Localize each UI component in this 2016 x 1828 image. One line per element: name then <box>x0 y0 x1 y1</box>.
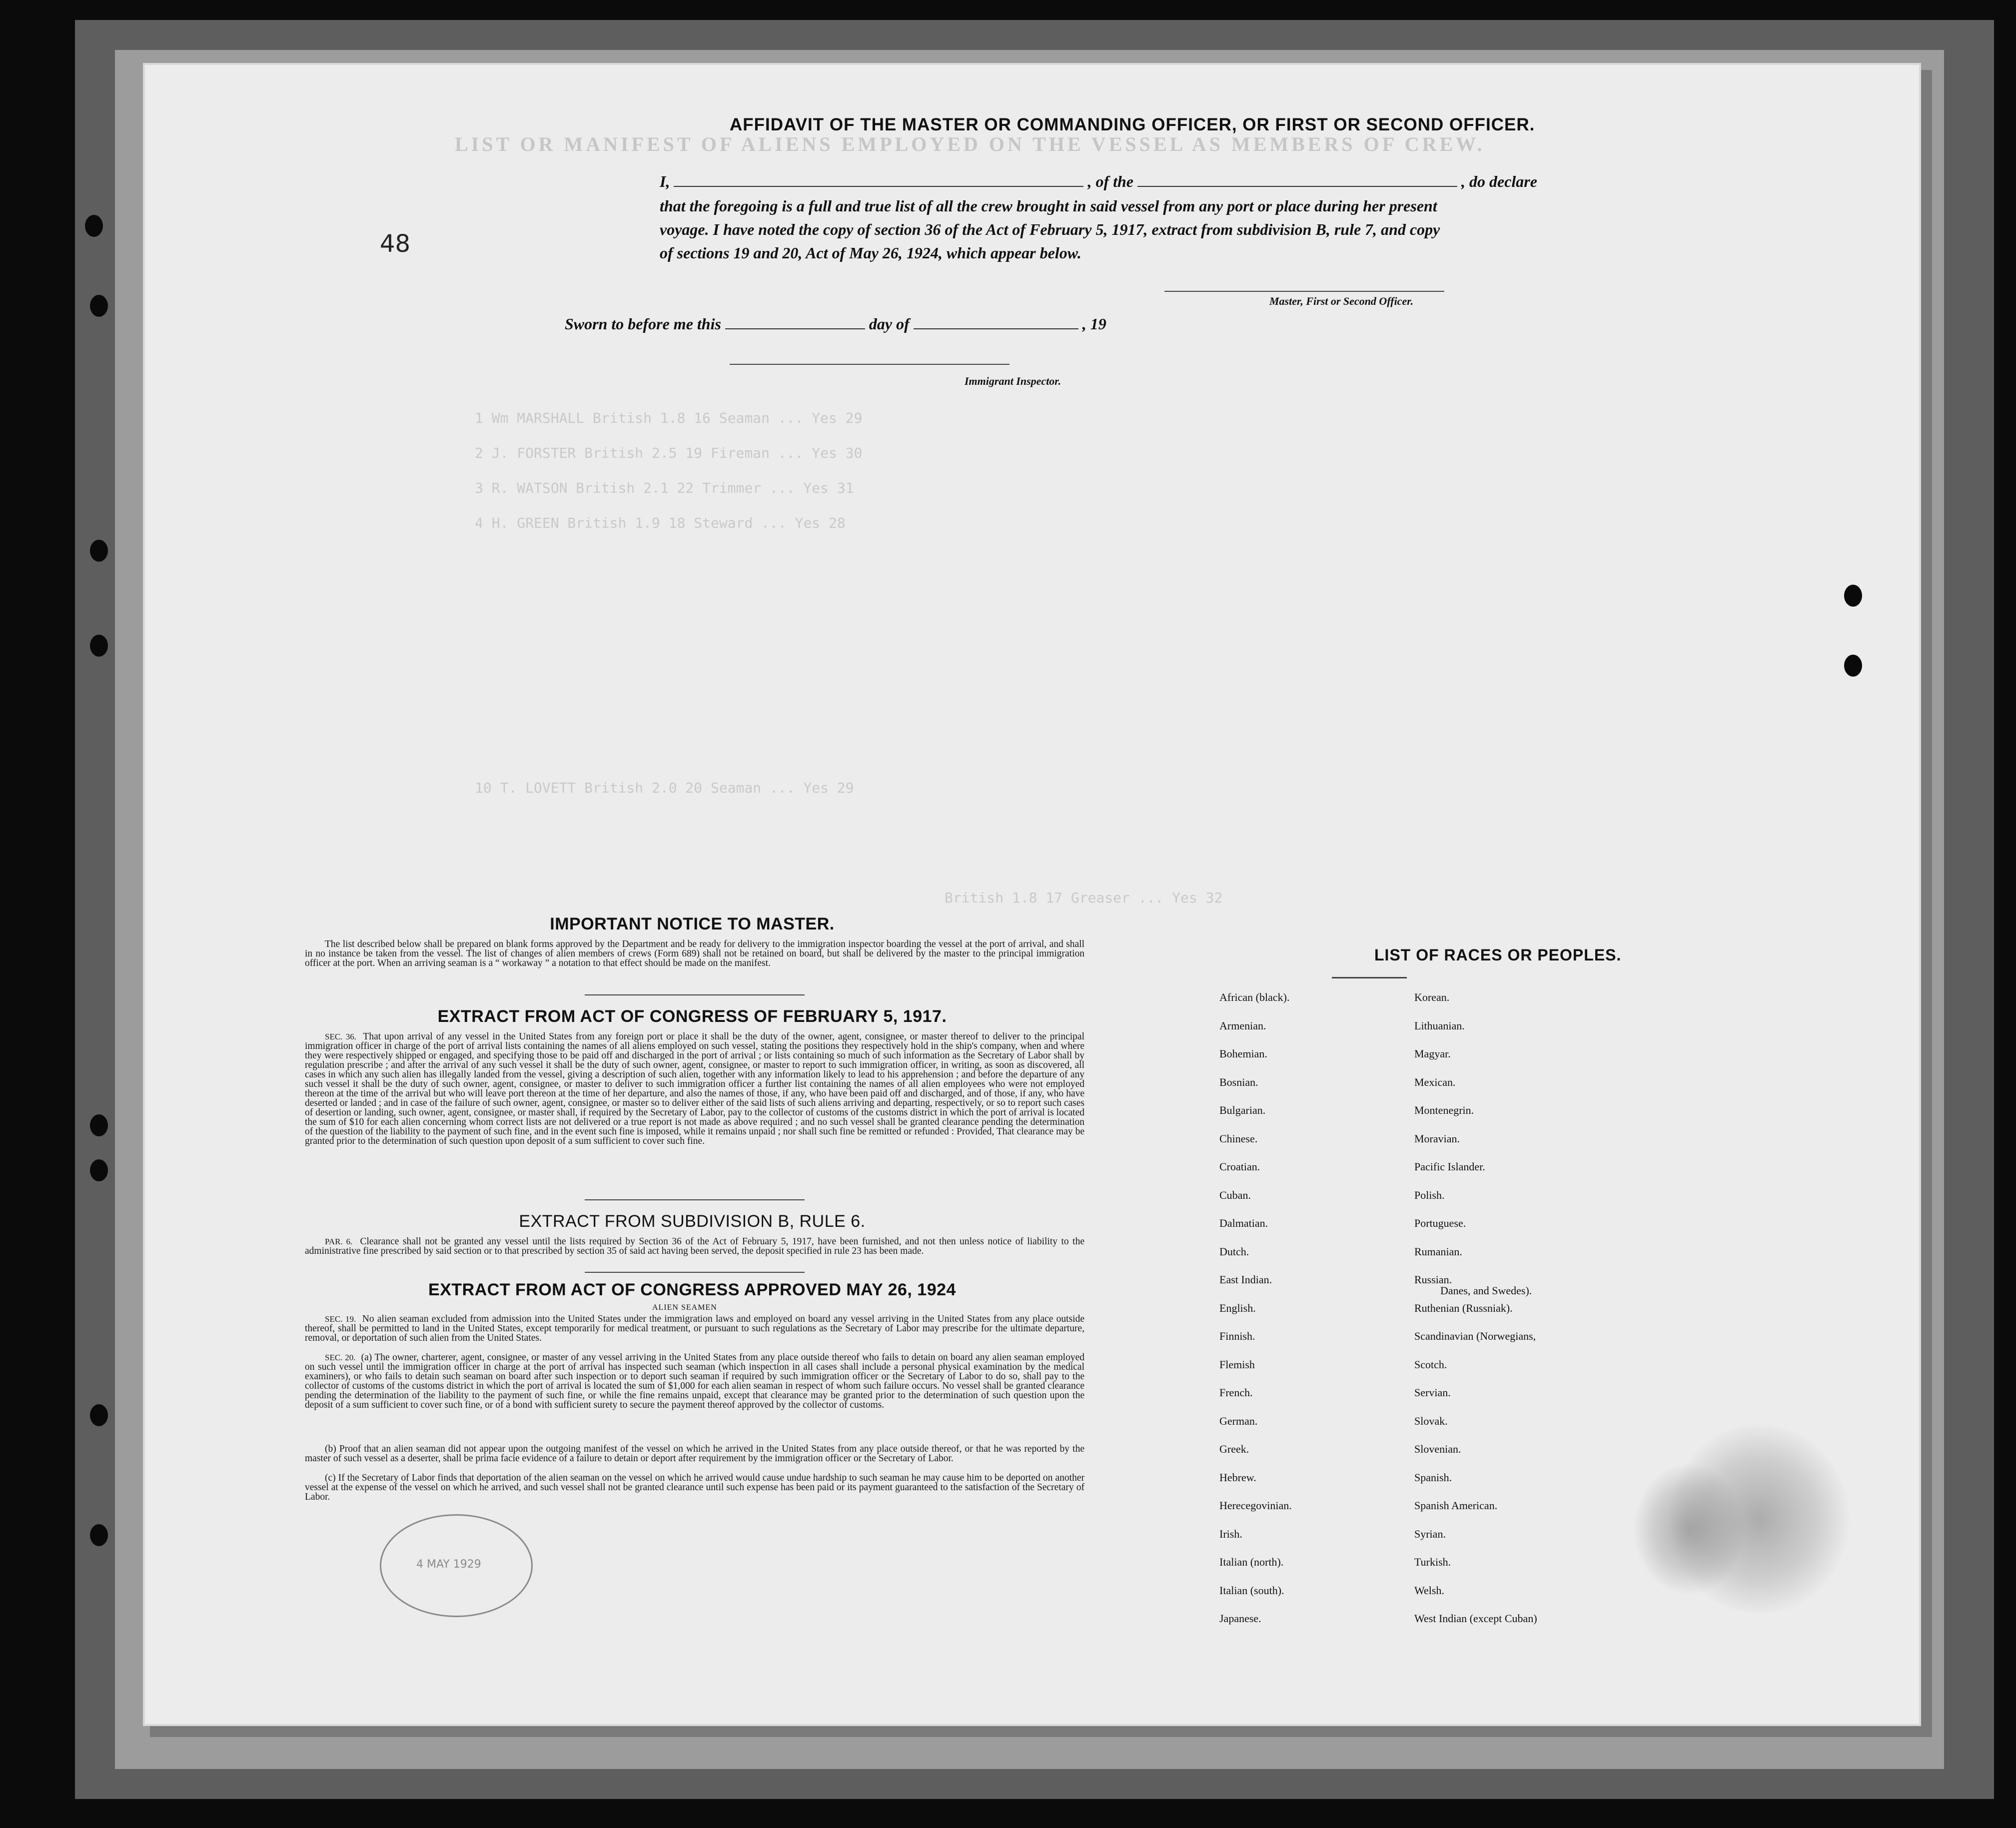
punch-hole <box>1844 655 1862 677</box>
sec-19-label: SEC. 19. <box>325 1314 356 1324</box>
master-signature-line <box>1164 291 1444 292</box>
punch-hole <box>90 1404 108 1426</box>
race-item: Mexican. <box>1414 1076 1456 1088</box>
race-item: Scotch. <box>1414 1358 1447 1371</box>
punch-hole <box>85 215 103 237</box>
race-item: Bulgarian. <box>1219 1104 1266 1116</box>
sec-20b-text: (b) Proof that an alien seaman did not appear upon the outgoing manifest of the vessel on which he arrived in the United States from any place outside thereof, or that he was reported by the master of such vessel as a deserter, shall be prima facie evidence of a failure to detain or deport after requirement by the immigration officer or the Secretary of Labor. <box>305 1444 1084 1464</box>
punch-hole <box>90 295 108 317</box>
punch-hole <box>90 1114 108 1136</box>
year-label: , 19 <box>1082 315 1106 333</box>
race-item: Herecegovinian. <box>1219 1499 1292 1512</box>
race-item: Flemish <box>1219 1358 1255 1371</box>
sec-20-label: SEC. 20. <box>325 1353 356 1362</box>
race-item: Spanish American. <box>1414 1499 1498 1512</box>
race-item: English. <box>1219 1302 1256 1314</box>
sworn-month-blank <box>914 315 1078 329</box>
affidavit-i-label: I, <box>660 172 670 190</box>
race-item: Scandinavian (Norwegians, <box>1414 1330 1536 1342</box>
alien-seamen-subtitle: ALIEN SEAMEN <box>652 1303 717 1312</box>
sec-36-label: SEC. 36. <box>325 1032 356 1041</box>
race-item: Japanese. <box>1219 1612 1261 1625</box>
race-item: Cuban. <box>1219 1189 1251 1201</box>
race-item: German. <box>1219 1415 1258 1427</box>
race-item: Bohemian. <box>1219 1047 1267 1060</box>
race-item: Irish. <box>1219 1528 1242 1540</box>
race-item: Montenegrin. <box>1414 1104 1474 1116</box>
affidavit-of-label: , of the <box>1087 172 1133 190</box>
race-item: French. <box>1219 1386 1253 1399</box>
race-item: West Indian (except Cuban) <box>1414 1612 1537 1625</box>
race-item: Pacific Islander. <box>1414 1160 1485 1173</box>
section-divider <box>585 994 805 995</box>
bleed-through-row: 1 Wm MARSHALL British 1.8 16 Seaman ... Yes 29 <box>475 410 863 426</box>
extract-1917-title: EXTRACT FROM ACT OF CONGRESS OF FEBRUARY 5, 1917. <box>437 1007 947 1026</box>
race-item: Slovenian. <box>1414 1443 1461 1455</box>
sec-20a-body: (a) The owner, charterer, agent, consignee, or master of any vessel arriving in the United States from any place outside thereof who fails to detain on board any alien seaman employed on such vessel until the immigration officer in charge at the port of arrival has inspected such seaman (which inspection in all cases shall include a personal physical examination by the medical examiners), or who fails to detain such seaman on board after such inspection or to deport such seaman if required by such immigration officer or the Secretary of Labor to do so, shall pay to the collector of customs of the customs district in which the port of arrival is located the sum of $1,000 for each alien seaman in respect of whom such failure occurs. No vessel shall be granted clearance pending the determination of the liability to the payment of such fine, or while the fine remains unpaid, except that clearance may be granted prior to the determination of such question upon the deposit of a sum sufficient to cover such fine, or of a bond with sufficient surety to secure the payment thereof approved by the collector of customs. <box>305 1352 1085 1410</box>
race-item: Slovak. <box>1414 1415 1448 1427</box>
affidavit-declare-label: , do declare <box>1461 172 1537 190</box>
bleed-through-row: 4 H. GREEN British 1.9 18 Steward ... Yes 28 <box>475 515 846 531</box>
inspector-label: Immigrant Inspector. <box>965 375 1061 387</box>
vessel-name-blank <box>1137 173 1457 187</box>
race-item: Chinese. <box>1219 1132 1258 1145</box>
race-item: Magyar. <box>1414 1047 1451 1060</box>
race-item: Lithuanian. <box>1414 1019 1465 1032</box>
notice-text: The list described below shall be prepared on blank forms approved by the Department and be ready for delivery to the immigration inspector boarding the vessel at the port of arrival, and shall in no instance be taken from the vessel. The list of changes of alien members of crews (Form 689) shall not be retained on board, but shall be delivered by the master to the principal immigration officer at the port. When an arriving seaman is a “ workaway ” a notation to that effect should be made on the manifest. <box>305 939 1084 968</box>
punch-hole <box>90 635 108 657</box>
race-item: Polish. <box>1414 1189 1445 1201</box>
race-item: Hebrew. <box>1219 1471 1256 1484</box>
notice-title: IMPORTANT NOTICE TO MASTER. <box>550 914 835 933</box>
races-title: LIST OF RACES OR PEOPLES. <box>1374 946 1622 964</box>
bleed-through-row: 3 R. WATSON British 2.1 22 Trimmer ... Yes 31 <box>475 480 854 496</box>
sec-36-body: That upon arrival of any vessel in the United States from any foreign port or place it shall be the duty of the owner, agent, consignee, or master thereof to deliver to the principal immigration officer in charge of the port of arrival lists containing the names of all aliens employed on such vessel, stating the positions they respectively hold in the ship's company, when and where they were respectively shipped or engaged, and specifying those to be paid off and discharged in the port of arrival ; or lists containing so much of such information as the Secretary of Labor shall by regulation prescribe ; and after the arrival of any such vessel it shall be the duty of such owner, agent, consignee, or master to report to such immigration officer, in writing, as soon as discovered, all cases in which any such alien has illegally landed from the vessel, giving a description of such alien, together with any information likely to lead to his apprehension ; and before the departure of any such vessel it shall be the duty of such owner, agent, consignee, or master to deliver to such immigration officer a further list containing the names of all alien employees who were not employed thereon at the time of the arrival but who will leave port thereon at the time of her departure, and also the names of those, if any, who have been paid off and discharged, and of those, if any, who have deserted or landed ; and in case of the failure of such owner, agent, consignee, or master so to deliver either of the said lists of such aliens arriving and departing, respectively, or so to report such cases of desertion or landing, such owner, agent, consignee, or master shall, if required by the Secretary of Labor, pay to the collector of customs of the customs district in which the port of arrival is located the sum of $10 for each alien concerning whom correct lists are not delivered or a true report is not made as above required ; and no such vessel shall be granted clearance pending the determination of the question of the liability to the payment of such fine, and in the event such fine is imposed, while it remains unpaid ; nor shall such fine be remitted or refunded : Provided, That clearance may be granted prior to the determination of such question upon deposit of a sum sufficient to cover such fine. <box>305 1031 1084 1146</box>
bleed-through-row: 10 T. LOVETT British 2.0 20 Seaman ... Yes 29 <box>475 780 854 796</box>
sec-19-body: No alien seaman excluded from admission into the United States under the immigration laws and employed on board any vessel arriving in the United States from any place outside thereof, shall be permitted to land in the United States, except temporarily for medical treatment, or pursuant to such regulations as the Secretary of Labor may prescribe for the ultimate departure, removal, or deportation of such alien from the United States. <box>305 1314 1085 1343</box>
punch-hole <box>90 1524 108 1546</box>
race-item: Rumanian. <box>1414 1245 1462 1258</box>
affidavit-line-3: voyage. I have noted the copy of section 36 of the Act of February 5, 1917, extract from subdivision B, rule 7, and copy <box>660 220 1440 238</box>
sworn-day-blank <box>725 315 865 329</box>
par-6-label: PAR. 6. <box>325 1237 353 1246</box>
race-item: Servian. <box>1414 1386 1451 1399</box>
race-item: Bosnian. <box>1219 1076 1258 1088</box>
stamp-date: 4 MAY 1929 <box>416 1558 481 1571</box>
master-signature-label: Master, First or Second Officer. <box>1269 295 1414 307</box>
affidavit-line-4: of sections 19 and 20, Act of May 26, 1924, which appear below. <box>660 244 1081 262</box>
race-item: Russian. <box>1414 1273 1452 1286</box>
race-item: Spanish. <box>1414 1471 1452 1484</box>
affidavit-title: AFFIDAVIT OF THE MASTER OR COMMANDING OFFICER, OR FIRST OR SECOND OFFICER. <box>730 115 1535 134</box>
sec-20c-text: (c) If the Secretary of Labor finds that deportation of the alien seaman on the vessel on which he arrived would cause undue hardship to such seaman he may cause him to be deported on another vessel at the expense of the vessel on which he arrived, and such vessel shall not be granted clearance until such expense has been paid or its payment guaranteed to the satisfaction of the Secretary of Labor. <box>305 1473 1084 1502</box>
race-item: Turkish. <box>1414 1556 1451 1568</box>
section-divider <box>585 1272 805 1273</box>
race-item: Finnish. <box>1219 1330 1255 1342</box>
received-stamp <box>380 1514 533 1617</box>
sec-19-text <box>305 1314 1084 1343</box>
sworn-line <box>565 315 1106 333</box>
punch-hole <box>90 1159 108 1181</box>
race-item: Dalmatian. <box>1219 1217 1268 1229</box>
races-divider <box>1332 977 1407 978</box>
race-item: Croatian. <box>1219 1160 1260 1173</box>
bleed-through-row: 2 J. FORSTER British 2.5 19 Fireman ... Yes 30 <box>475 445 863 461</box>
race-item: Dutch. <box>1219 1245 1249 1258</box>
punch-hole <box>1844 585 1862 607</box>
race-item: Armenian. <box>1219 1019 1266 1032</box>
master-name-blank <box>674 173 1083 187</box>
inspector-signature-line <box>730 364 1009 365</box>
race-item: Welsh. <box>1414 1584 1444 1597</box>
race-item: Greek. <box>1219 1443 1249 1455</box>
race-item: East Indian. <box>1219 1273 1272 1286</box>
race-item: Ruthenian (Russniak). <box>1414 1302 1513 1314</box>
affidavit-declaration-line <box>660 172 1537 191</box>
race-item-continuation: Danes, and Swedes). <box>1440 1284 1532 1297</box>
affidavit-line-2: that the foregoing is a full and true list of all the crew brought in said vessel from any port or place during her present <box>660 197 1437 215</box>
race-item: Moravian. <box>1414 1132 1460 1145</box>
race-item: African (black). <box>1219 991 1290 1003</box>
bleed-through-row: British 1.8 17 Greaser ... Yes 32 <box>945 890 1223 906</box>
sworn-label: Sworn to before me this <box>565 315 721 333</box>
day-of-label: day of <box>869 315 910 333</box>
par-6-body: Clearance shall not be granted any vessel until the lists required by Section 36 of the Act of February 5, 1917, have been furnished, and not then unless notice of liability to the administrative fine prescribed by said section or to that prescribed by section 35 of said act having been served, the deposit specified in rule 23 has been made. <box>305 1236 1085 1256</box>
race-item: Italian (south). <box>1219 1584 1284 1597</box>
subdivision-text <box>305 1237 1084 1256</box>
water-stain <box>1634 1464 1744 1594</box>
bleed-through-title: LIST OR MANIFEST OF ALIENS EMPLOYED ON THE VESSEL AS MEMBERS OF CREW. <box>455 133 1485 155</box>
race-item: Italian (north). <box>1219 1556 1284 1568</box>
race-item: Portuguese. <box>1414 1217 1466 1229</box>
sec-20a-text <box>305 1353 1084 1410</box>
extract-1917-text <box>305 1032 1084 1146</box>
handwritten-number: 48 <box>380 230 411 258</box>
document-page <box>145 65 1919 1724</box>
section-divider <box>585 1199 805 1200</box>
extract-1924-title: EXTRACT FROM ACT OF CONGRESS APPROVED MAY 26, 1924 <box>428 1280 956 1299</box>
punch-hole <box>90 540 108 562</box>
subdivision-title: EXTRACT FROM SUBDIVISION B, RULE 6. <box>519 1212 866 1231</box>
race-item: Syrian. <box>1414 1528 1446 1540</box>
race-item: Korean. <box>1414 991 1450 1003</box>
